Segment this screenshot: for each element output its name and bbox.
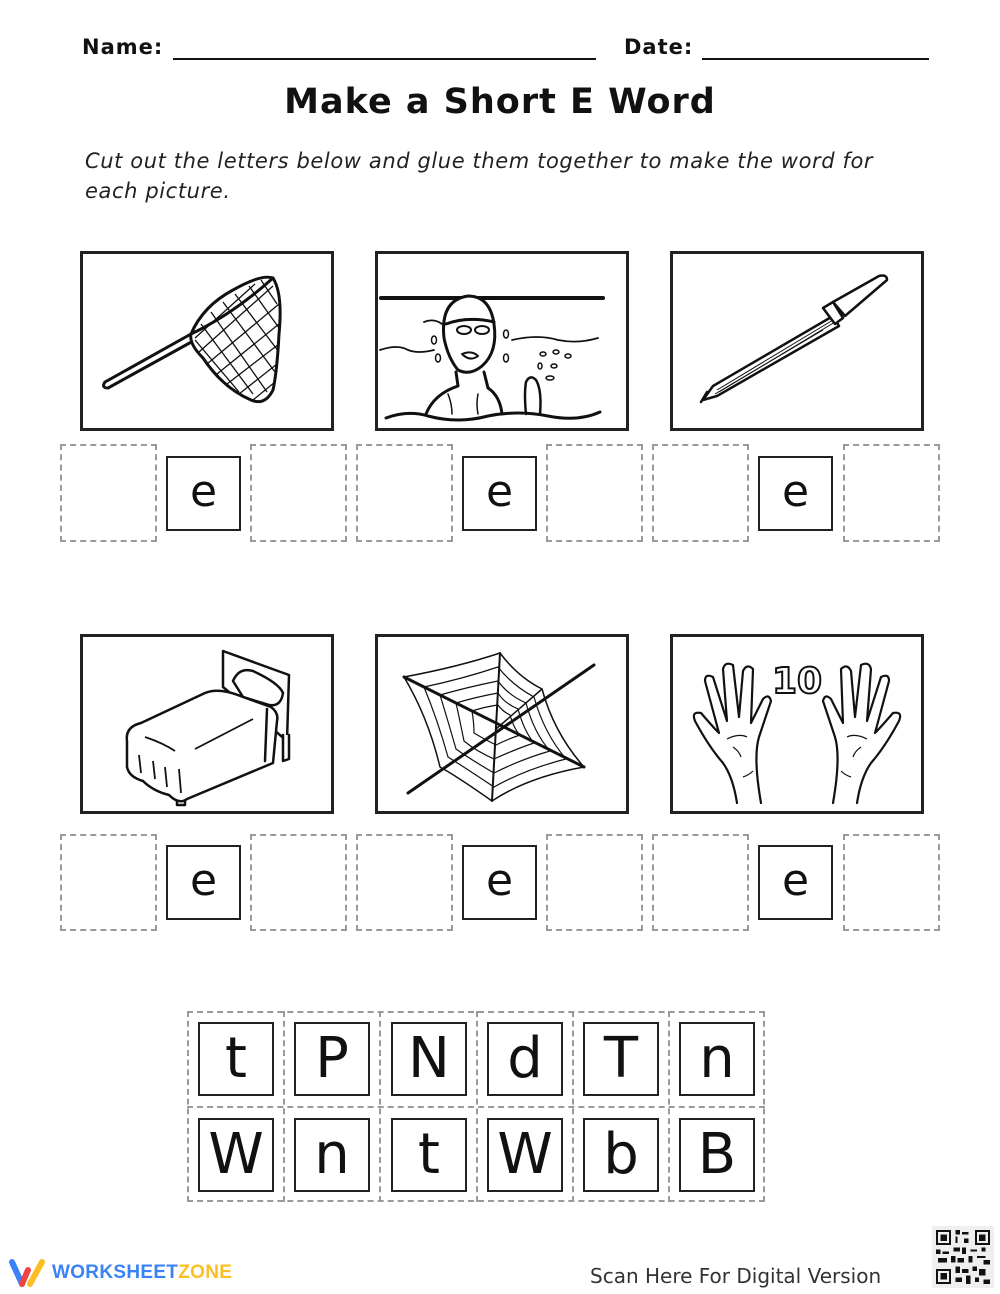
letter-slot-empty[interactable] [652,444,749,542]
cutout-letter: n [699,1026,735,1091]
cutout-letter-card[interactable] [679,1022,755,1096]
cutout-letter: n [314,1122,350,1187]
cutout-letter-card[interactable] [198,1022,274,1096]
given-letter-box [166,456,241,531]
cutout-letter-card[interactable] [583,1118,659,1192]
letter-slot-empty[interactable] [843,834,940,931]
given-letter-box [462,456,537,531]
letter-slot-empty[interactable] [60,444,157,542]
letter-slot-empty[interactable] [356,444,453,542]
swimmer-icon [378,254,626,428]
cutout-letter-card[interactable] [679,1118,755,1192]
given-letter-box [758,456,833,531]
cutout-letter: t [225,1026,247,1091]
letter-slot-empty[interactable] [250,444,347,542]
spider-web-icon [378,637,626,811]
given-letter: e [485,854,514,906]
picture-frame-net [80,251,334,431]
given-letter: e [781,465,810,517]
grid-cut-line [572,1011,574,1202]
cutout-letter-card[interactable] [391,1022,467,1096]
letter-slot-empty[interactable] [652,834,749,931]
letter-slot-empty[interactable] [356,834,453,931]
picture-frame-pen [670,251,924,431]
worksheetzone-logo-icon[interactable] [8,1258,48,1288]
page-title: Make a Short E Word [284,82,716,122]
letter-slot-empty[interactable] [546,444,643,542]
date-label: Date: [624,35,694,59]
given-letter: e [189,854,218,906]
logo-word-worksheet: WORKSHEET [52,1262,179,1283]
cutout-letter: P [315,1026,349,1091]
picture-frame-web [375,634,629,814]
cutout-letter-card[interactable] [583,1022,659,1096]
name-label: Name: [82,35,164,59]
given-letter: e [781,854,810,906]
fishing-net-icon [83,254,331,428]
instructions-text: Cut out the letters below and glue them together to make the word for each picture. [85,149,874,203]
cutout-letter: t [418,1122,440,1187]
picture-frame-bed [80,634,334,814]
cutout-letter: b [603,1122,639,1187]
qr-code-icon[interactable] [932,1226,994,1288]
grid-cut-line [476,1011,478,1202]
given-letter: e [189,465,218,517]
cutout-letter-card[interactable] [198,1118,274,1192]
date-field[interactable] [702,58,929,60]
grid-cut-line [379,1011,381,1202]
cutout-letter-card[interactable] [487,1118,563,1192]
letter-slot-empty[interactable] [250,834,347,931]
given-letter: e [485,465,514,517]
letter-slot-empty[interactable] [546,834,643,931]
cutout-letter-card[interactable] [294,1022,370,1096]
grid-cut-line [283,1011,285,1202]
number-ten-label: 10 [771,661,823,702]
cutout-letter: W [208,1122,264,1187]
ten-hands-icon [673,637,921,811]
cutout-letter-card[interactable] [487,1022,563,1096]
cutout-letter: B [697,1122,737,1187]
picture-frame-ten [670,634,924,814]
logo-word-zone: ZONE [178,1262,233,1283]
given-letter-box [462,845,537,920]
scan-here-text: Scan Here For Digital Version [590,1264,882,1288]
given-letter-box [166,845,241,920]
letter-slot-empty[interactable] [60,834,157,931]
pen-icon [673,254,921,428]
cutout-letter: T [603,1026,639,1091]
cutout-letter-card[interactable] [294,1118,370,1192]
given-letter-box [758,845,833,920]
cutout-letter: W [497,1122,553,1187]
picture-frame-wet [375,251,629,431]
cutout-letter-card[interactable] [391,1118,467,1192]
name-field[interactable] [173,58,596,60]
worksheetzone-logo-text[interactable] [52,1262,232,1284]
grid-cut-line [668,1011,670,1202]
letter-slot-empty[interactable] [843,444,940,542]
cutout-letter: d [507,1026,543,1091]
bed-icon [83,637,331,811]
cutout-letter: N [408,1026,450,1091]
